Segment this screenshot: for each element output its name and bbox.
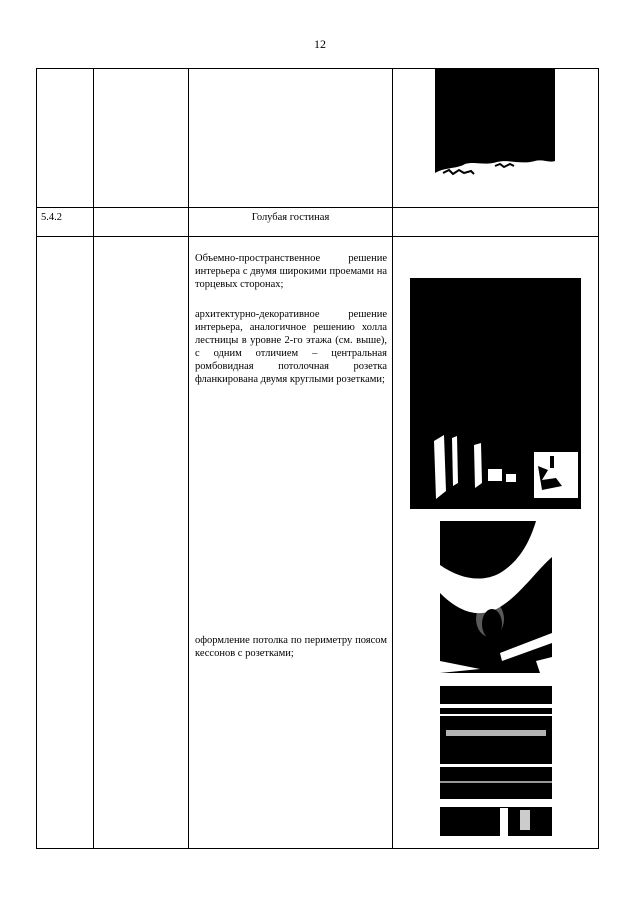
photo-ceiling-coffers-image xyxy=(440,686,552,836)
feature-description: архитектурно-декоративное решение интерьера, аналогичное решению холла лестницы в уровне 2-го этажа (см. выше), с одним отличием – центральная ромбовидная потолочная розетка фланкирована двумя круглыми розетками; xyxy=(195,309,387,385)
monument-features-table xyxy=(36,68,599,849)
feature-description: Объемно-пространственное решение интерьера с двумя широкими проемами на торцевых сторонах; xyxy=(195,253,387,290)
photo-continued xyxy=(435,69,555,181)
photo-ceiling-coffers xyxy=(440,686,552,836)
photo-ceiling-rosette xyxy=(440,521,552,673)
photo-interior-image xyxy=(410,278,581,509)
photo-interior xyxy=(410,278,581,509)
photo-ceiling-rosette-image xyxy=(440,521,552,673)
page-number: 12 xyxy=(314,37,326,51)
row-divider xyxy=(37,236,598,237)
column-divider xyxy=(188,69,189,848)
column-divider xyxy=(392,69,393,848)
photo-continued-image xyxy=(435,69,555,181)
column-divider xyxy=(93,69,94,848)
feature-description: оформление потолка по периметру поясом кессонов с розетками; xyxy=(195,635,387,659)
section-title: Голубая гостиная xyxy=(251,212,330,223)
row-divider xyxy=(37,207,598,208)
section-number: 5.4.2 xyxy=(41,212,62,223)
